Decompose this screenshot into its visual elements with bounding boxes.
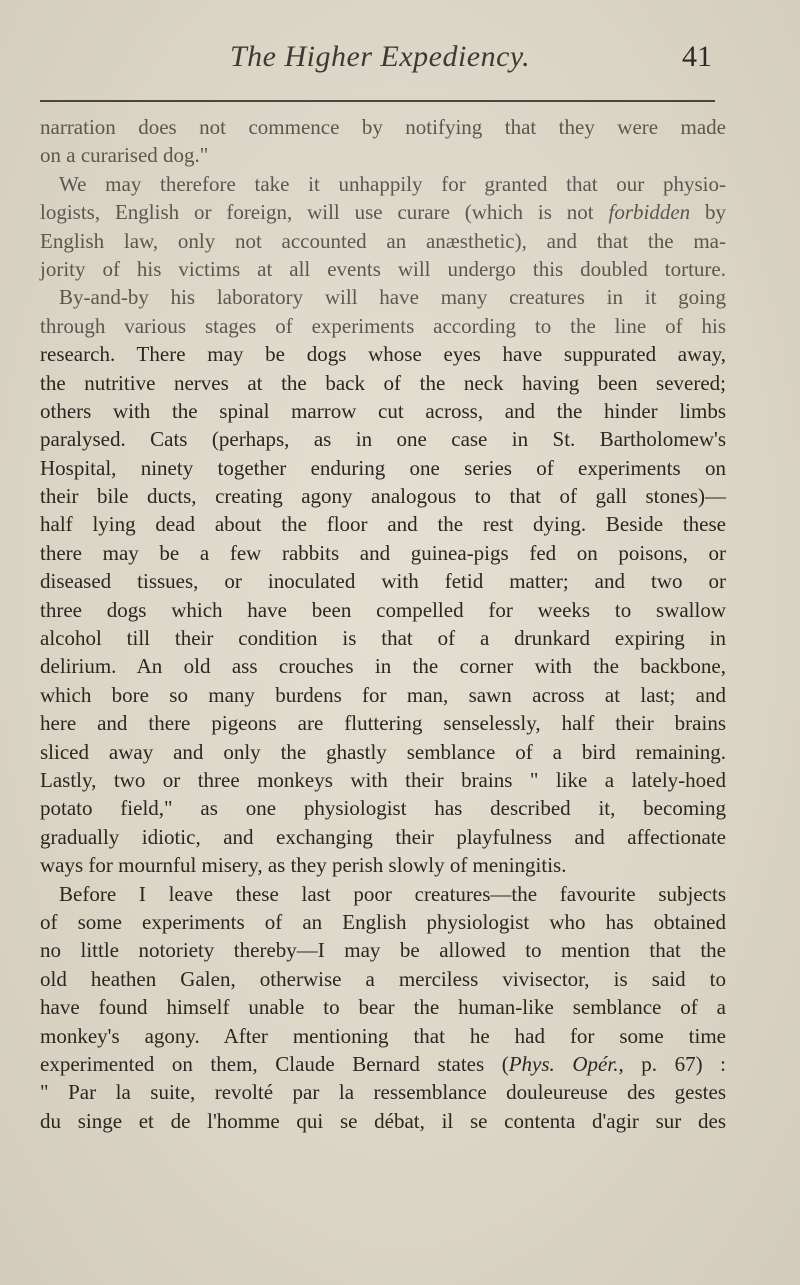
text-line: monkey's agony. After mentioning that he had for some time <box>40 1023 726 1048</box>
text-line: here and there pigeons are fluttering senselessly, half their brains <box>40 711 726 736</box>
text-line: " Par la suite, revolté par la ressemblance douleureuse des gestes <box>40 1080 726 1105</box>
text-line: which bore so many burdens for man, sawn across at last; and <box>40 682 726 707</box>
text-line: narration does not commence by notifying that they were made <box>40 115 726 139</box>
text-line: others with the spinal marrow cut across, and the hinder limbs <box>40 398 726 423</box>
text-line: research. There may be dogs whose eyes have suppurated away, <box>40 342 726 367</box>
text-line: logists, English or foreign, will use curare (which is not forbidden by <box>40 200 727 225</box>
paragraph-start-line: We may therefore take it unhappily for granted that our physio- <box>59 171 726 196</box>
text-line: delirium. An old ass crouches in the corner with the backbone, <box>40 654 726 679</box>
page-header <box>40 40 714 90</box>
paragraph-start-line: Before I leave these last poor creatures—the favourite subjects <box>59 881 726 906</box>
text-line: alcohol till their condition is that of a drunkard expiring in <box>40 626 726 651</box>
text-line: du singe et de l'homme qui se débat, il se contenta d'agir sur des <box>40 1108 726 1133</box>
text-line: have found himself unable to bear the human-like semblance of a <box>40 995 726 1020</box>
text-line: half lying dead about the floor and the rest dying. Beside these <box>40 512 726 537</box>
text-line: potato field," as one physiologist has described it, becoming <box>40 796 726 821</box>
text-line: of some experiments of an English physiologist who has obtained <box>40 909 726 934</box>
text-line: paralysed. Cats (perhaps, as in one case in St. Bartholomew's <box>40 427 726 452</box>
text-line: Hospital, ninety together enduring one series of experiments on <box>40 455 726 480</box>
text-line: jority of his victims at all events will undergo this doubled torture. <box>40 256 726 281</box>
text-line: gradually idiotic, and exchanging their playfulness and affectionate <box>40 824 726 849</box>
text-line: no little notoriety thereby—I may be allowed to mention that the <box>40 938 726 963</box>
page-number: 41 <box>682 40 712 73</box>
text-line: on a curarised dog." <box>40 143 209 168</box>
text-line: the nutritive nerves at the back of the neck having been severed; <box>40 370 726 395</box>
text-line: through various stages of experiments according to the line of his <box>40 313 726 338</box>
paragraph-start-line: By-and-by his laboratory will have many creatures in it going <box>59 285 726 310</box>
text-line: old heathen Galen, otherwise a merciless vivisector, is said to <box>40 966 726 991</box>
text-line: there may be a few rabbits and guinea-pigs fed on poisons, or <box>40 540 726 565</box>
text-line: English law, only not accounted an anæsthetic), and that the ma- <box>40 228 726 253</box>
text-line: Lastly, two or three monkeys with their brains " like a lately-hoed <box>40 767 726 792</box>
body-text <box>40 113 726 1135</box>
header-rule <box>40 100 715 102</box>
text-line: three dogs which have been compelled for weeks to swallow <box>40 597 726 622</box>
text-line: their bile ducts, creating agony analogous to that of gall stones)— <box>40 484 726 509</box>
text-line: diseased tissues, or inoculated with fetid matter; and two or <box>40 569 726 594</box>
text-line: sliced away and only the ghastly semblance of a bird remaining. <box>40 739 726 764</box>
text-line: experimented on them, Claude Bernard states (Phys. Opér., p. 67) : <box>40 1051 726 1076</box>
text-line: ways for mournful misery, as they perish slowly of meningitis. <box>40 853 567 878</box>
running-head: The Higher Expediency. <box>230 40 531 73</box>
